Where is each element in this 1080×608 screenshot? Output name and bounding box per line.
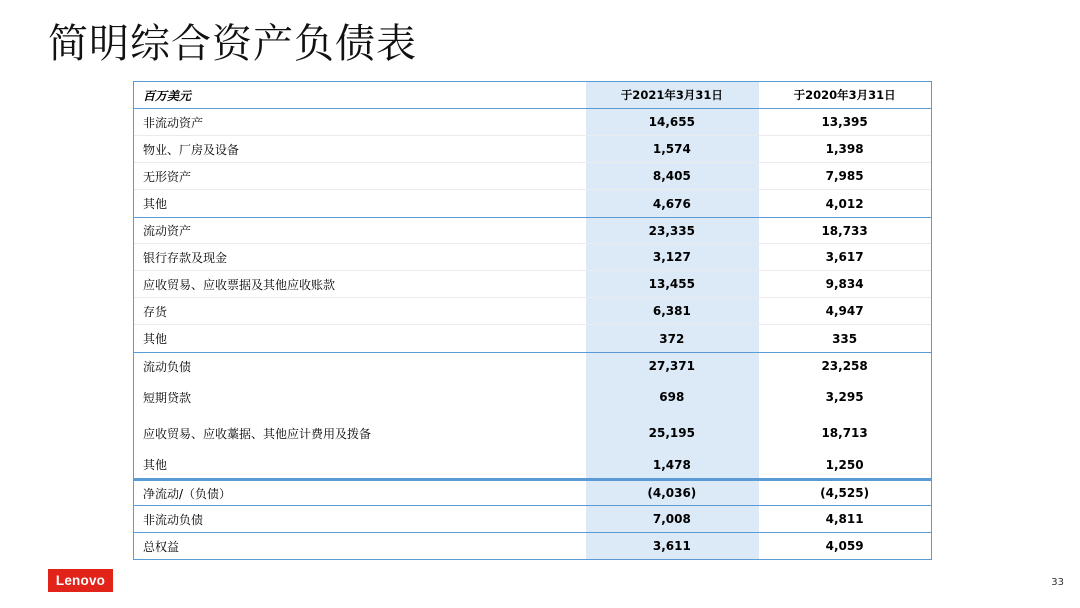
- value-2021: 6,381: [652, 304, 691, 318]
- value-2021: 7,008: [652, 512, 691, 526]
- table-row: [134, 163, 931, 190]
- table-row: [134, 190, 931, 217]
- value-2020: 4,947: [825, 304, 864, 318]
- table-row: [134, 244, 931, 271]
- header-unit-label: 百万美元: [143, 88, 192, 103]
- page-number: 33: [1051, 577, 1064, 588]
- table-row: [134, 109, 931, 136]
- value-2020: 4,811: [825, 512, 864, 526]
- row-label: 应收贸易、应收藁据、其他应计费用及拨备: [143, 426, 372, 441]
- row-label: 无形资产: [143, 169, 192, 184]
- value-2020: 23,258: [821, 359, 868, 373]
- value-2020: 7,985: [825, 169, 864, 183]
- table-row: [134, 451, 931, 478]
- value-2021: 698: [659, 390, 685, 404]
- table-row: [134, 505, 931, 532]
- value-2020: 4,059: [825, 539, 864, 553]
- value-2020: 18,713: [821, 426, 868, 440]
- table-header-row: [134, 82, 931, 109]
- value-2020: 18,733: [821, 223, 868, 238]
- value-2020: 4,012: [825, 196, 864, 211]
- value-2021: 14,655: [648, 115, 695, 129]
- value-2021: 3,611: [652, 539, 691, 553]
- value-2021: 4,676: [652, 196, 691, 211]
- value-2021: 1,478: [652, 457, 691, 472]
- value-2021: 27,371: [648, 359, 695, 373]
- row-label: 应收贸易、应收票据及其他应收账款: [143, 277, 336, 292]
- table-row: [134, 217, 931, 244]
- table-row: [134, 325, 931, 352]
- row-label: 非流动资产: [143, 115, 204, 130]
- value-2021: 25,195: [648, 426, 695, 440]
- value-2020: 3,295: [825, 390, 864, 404]
- lenovo-logo: Lenovo: [48, 569, 113, 592]
- value-2021: (4,036): [647, 486, 697, 500]
- row-label: 其他: [143, 332, 168, 346]
- value-2020: 13,395: [821, 115, 868, 129]
- row-label: 非流动负债: [143, 512, 204, 527]
- header-col-2021: 于2021年3月31日: [620, 88, 723, 102]
- value-2021: 3,127: [652, 250, 691, 264]
- table-row: [134, 298, 931, 325]
- value-2020: 335: [832, 331, 858, 346]
- row-label: 总权益: [143, 539, 180, 554]
- table-row: [134, 415, 931, 451]
- row-label: 银行存款及现金: [143, 250, 228, 265]
- value-2020: 9,834: [825, 277, 864, 291]
- row-label: 其他: [143, 458, 168, 472]
- value-2021: 1,574: [652, 142, 691, 156]
- value-2021: 8,405: [652, 169, 691, 183]
- table-row: [134, 271, 931, 298]
- row-label: 物业、厂房及设备: [143, 142, 240, 157]
- table-row: [134, 352, 931, 379]
- page-title: 简明综合资产负债表: [48, 21, 417, 67]
- table-row: [134, 379, 931, 415]
- row-label: 其他: [143, 197, 168, 211]
- balance-sheet-table: [133, 81, 932, 560]
- value-2021: 372: [659, 331, 685, 346]
- header-col-2020: 于2020年3月31日: [793, 88, 896, 102]
- row-label: 短期贷款: [143, 390, 192, 405]
- row-label: 流动负债: [143, 359, 192, 374]
- value-2020: (4,525): [820, 486, 870, 500]
- table-row: [134, 478, 931, 505]
- row-label: 净流动/（负债）: [143, 486, 232, 501]
- value-2020: 1,398: [825, 142, 864, 156]
- value-2021: 23,335: [648, 223, 695, 238]
- row-label: 流动资产: [143, 224, 192, 238]
- table-row: [134, 136, 931, 163]
- value-2020: 1,250: [825, 457, 864, 472]
- table-row: [134, 532, 931, 559]
- value-2020: 3,617: [825, 250, 864, 264]
- row-label: 存货: [143, 304, 168, 319]
- value-2021: 13,455: [648, 277, 695, 291]
